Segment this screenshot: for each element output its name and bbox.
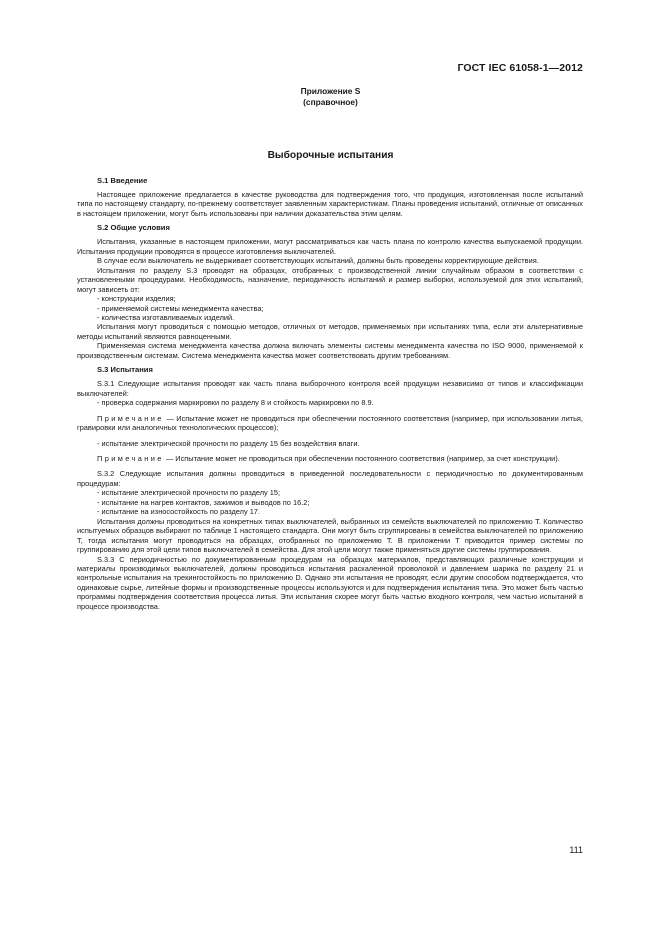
section-s2-paragraph-4: Испытания могут проводиться с помощью методов, отличных от методов, применяемых при испытаниях типа, если эти альтернативные методы испытаний являются равноценными. (77, 322, 583, 341)
list-item: - количества изготавливаемых изделий. (97, 312, 235, 322)
section-s3-title: S.3 Испытания (97, 365, 153, 375)
document-body (77, 176, 583, 611)
list-item: - испытание на нагрев контактов, зажимов и выводов по 16.2; (97, 497, 310, 507)
section-s1-paragraph: Настоящее приложение предлагается в качестве руководства для подтверждения того, что продукция, изготовленная после испытаний типа по настоящему стандарту, по-прежнему соответствует заявленным характеристикам. Планы проведения испытаний, отличные от описанных в настоящем приложении, могут быть использованы при наличии доказательства этим целям. (77, 190, 583, 218)
note-1-text: — Испытание может не проводиться при обеспечении постоянного соответствия (например, при использовании литья, гравировки или аналогичных технологических процессов); (77, 413, 583, 433)
main-heading: Выборочные испытания (267, 150, 394, 161)
note-label: Примечание (97, 413, 164, 423)
section-s2-title: S.2 Общие условия (97, 223, 170, 233)
list-item: - проверка содержания маркировки по разделу 8 и стойкость маркировки по 8.9. (97, 398, 374, 408)
standard-designation: ГОСТ IEC 61058-1—2012 (457, 62, 583, 74)
list-item: - испытание на износостойкость по разделу 17. (97, 507, 260, 517)
section-s3-3-paragraph: S.3.3 С периодичностью по документированным процедурам на образцах материалов, представляющих различные конструкции и материалы производимых выключателей, должны проводиться испытания раскаленной проволокой и давлением шарика по разделу 21 и контрольные испытания на трекингостойкость по приложению D. Однако эти испытания не проводят, если другим способом подтверждается, что одинаковые сырье, литейные формы и производственные процессы используются и для подтверждения испытания типа. Это может быть частью программы подтверждения соответствия процесса литья. Эти испытания скорее могут быть частью входного контроля, чем частью испытаний в процессе производства. (77, 554, 583, 611)
section-s2-paragraph-5: Применяемая система менеджмента качества должна включать элементы системы менеджмента качества по ISO 9000, применяемой к производственным системам. Система менеджмента качества может соответствовать другим требованиям. (77, 341, 583, 360)
list-item: - испытание электрической прочности по разделу 15; (97, 488, 281, 498)
section-s1-title: S.1 Введение (97, 176, 148, 185)
annex-subtitle: (справочное) (303, 97, 358, 107)
section-s3-2-paragraph: S.3.2 Следующие испытания должны проводиться в приведенной последовательности с периодичностью по документированным процедурам: (77, 469, 583, 488)
section-s3-2-paragraph-2: Испытания должны проводиться на конкретных типах выключателей, выбранных из семейств выключателей по приложению T. Количество испытуемых образцов выбирают по таблице 1 настоящего стандарта. Они могут быть сгруппированы в семейства выключателей по приложению T, тогда испытания могут проводиться на образцах, отобранных по приложению T. В приложении T приводится пример системы по группированию для этой цели типов выключателей в семейства. Для этой цели могут также применяться другие системы группирования. (77, 516, 583, 555)
section-s3-1-paragraph: S.3.1 Следующие испытания проводят как часть плана выборочного контроля всей продукции независимо от типов и классификации выключателей: (77, 379, 583, 398)
section-s2-paragraph-1: Испытания, указанные в настоящем приложении, могут рассматриваться как часть плана по контролю качества выпускаемой продукции. Испытания продукции проводятся в процессе изготовления выключателей. (77, 237, 583, 256)
note-label: Примечание (97, 453, 164, 463)
note-2 (77, 454, 583, 463)
note-1 (77, 414, 583, 433)
annex-title: Приложение S (300, 86, 361, 96)
section-s2-paragraph-3: Испытания по разделу S.3 проводят на образцах, отобранных с производственной линии случайным образом в соответствии с установленными процедурами. Необходимость, назначение, периодичность испытаний и размер выборки, используемой для этих испытаний, могут зависеть от: (77, 265, 583, 294)
list-item: - конструкции изделия; (97, 294, 176, 304)
section-s2-paragraph-2: В случае если выключатель не выдерживает соответствующих испытаний, должны быть проведены корректирующие действия. (97, 256, 539, 266)
page-number: 111 (569, 845, 583, 855)
note-2-text: — Испытание может не проводиться при обеспечении постоянного соответствия (например, за счет конструкции). (163, 453, 560, 463)
list-item: - испытание электрической прочности по разделу 15 без воздействия влаги. (97, 438, 360, 448)
list-item: - применяемой системы менеджмента качества; (97, 303, 264, 313)
annex-title-block (0, 86, 661, 108)
